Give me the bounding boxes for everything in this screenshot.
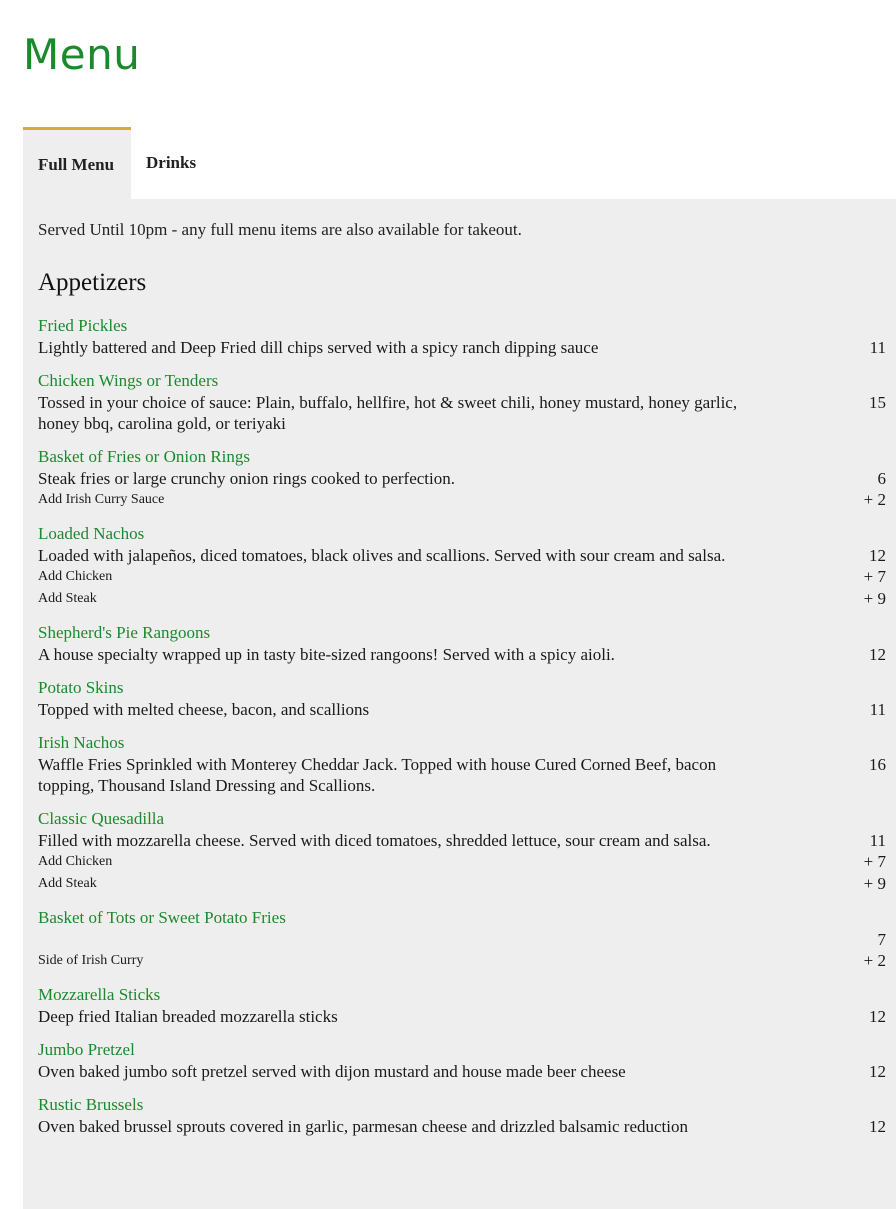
- menu-tabs: [23, 127, 211, 199]
- menu-item-addon: [38, 950, 886, 972]
- menu-item-price: 11: [869, 700, 886, 719]
- menu-item-row: [38, 830, 886, 851]
- menu-item-price: 12: [869, 1007, 886, 1026]
- menu-item-row: [38, 644, 886, 665]
- menu-item: [38, 808, 886, 895]
- menu-item-name: Jumbo Pretzel: [38, 1040, 135, 1059]
- tab-drinks[interactable]: Drinks: [146, 153, 197, 172]
- menu-item-price: 15: [869, 393, 886, 412]
- addon-label: Add Steak: [38, 591, 97, 606]
- addon-label: Add Chicken: [38, 854, 113, 869]
- addon-price: + 2: [863, 951, 886, 970]
- tab-full-menu[interactable]: Full Menu: [23, 127, 131, 199]
- menu-item: [38, 984, 886, 1027]
- menu-item-row: [38, 1061, 886, 1082]
- addon-price: + 9: [863, 874, 886, 893]
- menu-item: [38, 1094, 886, 1137]
- menu-item-price: 12: [869, 1062, 886, 1081]
- menu-item-row: [38, 929, 886, 950]
- section-title: Appetizers: [38, 269, 147, 296]
- menu-item-description: Filled with mozzarella cheese. Served with diced tomatoes, shredded lettuce, sour cream and salsa.: [38, 831, 711, 850]
- addon-label: Add Steak: [38, 876, 97, 891]
- menu-item-name: Mozzarella Sticks: [38, 985, 161, 1004]
- menu-item-name: Rustic Brussels: [38, 1095, 144, 1114]
- menu-item-addon: [38, 566, 886, 588]
- addon-label: Add Chicken: [38, 569, 113, 584]
- menu-item-row: [38, 754, 886, 796]
- menu-item-name: Irish Nachos: [38, 733, 125, 752]
- menu-item: [38, 677, 886, 720]
- menu-panel: [23, 199, 896, 1209]
- menu-item-price: 16: [869, 755, 886, 774]
- menu-item-description: Loaded with jalapeños, diced tomatoes, black olives and scallions. Served with sour cream and salsa.: [38, 546, 726, 565]
- menu-item-description: Topped with melted cheese, bacon, and scallions: [38, 700, 370, 719]
- addon-label: Add Irish Curry Sauce: [38, 492, 165, 507]
- menu-item-row: [38, 1006, 886, 1027]
- menu-item-row: [38, 699, 886, 720]
- menu-item-description: Tossed in your choice of sauce: Plain, buffalo, hellfire, hot & sweet chili, honey mustard, honey garlic, honey bbq, carolina gold, or teriyaki: [38, 393, 738, 433]
- menu-item-description: Deep fried Italian breaded mozzarella sticks: [38, 1007, 338, 1026]
- menu-item: [38, 732, 886, 796]
- menu-item: [38, 523, 886, 610]
- page-title: Menu: [23, 30, 141, 79]
- menu-item-row: [38, 545, 886, 566]
- menu-item-name: Loaded Nachos: [38, 524, 145, 543]
- menu-item-description: A house specialty wrapped up in tasty bite-sized rangoons! Served with a spicy aioli.: [38, 645, 615, 664]
- menu-item: [38, 370, 886, 434]
- menu-item-addon: [38, 489, 886, 511]
- menu-item-name: Basket of Tots or Sweet Potato Fries: [38, 908, 286, 927]
- menu-item-price: 12: [869, 1117, 886, 1136]
- menu-item-price: 12: [869, 645, 886, 664]
- menu-item-addon: [38, 851, 886, 873]
- menu-item-addon: [38, 588, 886, 610]
- menu-item: [38, 446, 886, 511]
- menu-item-name: Chicken Wings or Tenders: [38, 371, 219, 390]
- menu-item: [38, 1039, 886, 1082]
- menu-item-name: Fried Pickles: [38, 316, 128, 335]
- menu-items-list: [38, 315, 886, 1149]
- menu-item-price: 11: [869, 831, 886, 850]
- addon-price: + 7: [863, 852, 886, 871]
- addon-price: + 7: [863, 567, 886, 586]
- menu-item-description: [38, 929, 763, 950]
- menu-item-name: Classic Quesadilla: [38, 809, 165, 828]
- menu-item-row: [38, 337, 886, 358]
- menu-item-description: Waffle Fries Sprinkled with Monterey Cheddar Jack. Topped with house Cured Corned Beef, bacon topping, Thousand Island Dressing and Scallions.: [38, 755, 717, 795]
- addon-price: + 2: [863, 490, 886, 509]
- menu-item-description: Lightly battered and Deep Fried dill chips served with a spicy ranch dipping sauce: [38, 338, 599, 357]
- menu-item-description: Oven baked jumbo soft pretzel served with dijon mustard and house made beer cheese: [38, 1062, 626, 1081]
- menu-item: [38, 315, 886, 358]
- menu-item-price: 12: [869, 546, 886, 565]
- menu-item-description: Steak fries or large crunchy onion rings cooked to perfection.: [38, 469, 455, 488]
- menu-intro: Served Until 10pm - any full menu items are also available for takeout.: [38, 220, 522, 239]
- menu-item: [38, 622, 886, 665]
- addon-label: Side of Irish Curry: [38, 953, 144, 968]
- menu-item-row: [38, 1116, 886, 1137]
- menu-item-addon: [38, 873, 886, 895]
- menu-item-price: 6: [877, 469, 886, 488]
- addon-price: + 9: [863, 589, 886, 608]
- menu-item-description: Oven baked brussel sprouts covered in garlic, parmesan cheese and drizzled balsamic reduction: [38, 1117, 689, 1136]
- menu-item-name: Basket of Fries or Onion Rings: [38, 447, 251, 466]
- menu-item-row: [38, 468, 886, 489]
- menu-item-price: 11: [869, 338, 886, 357]
- menu-item-name: Shepherd's Pie Rangoons: [38, 623, 211, 642]
- menu-item-name: Potato Skins: [38, 678, 124, 697]
- menu-item: [38, 907, 886, 972]
- menu-item-price: 7: [877, 930, 886, 949]
- menu-item-row: [38, 392, 886, 434]
